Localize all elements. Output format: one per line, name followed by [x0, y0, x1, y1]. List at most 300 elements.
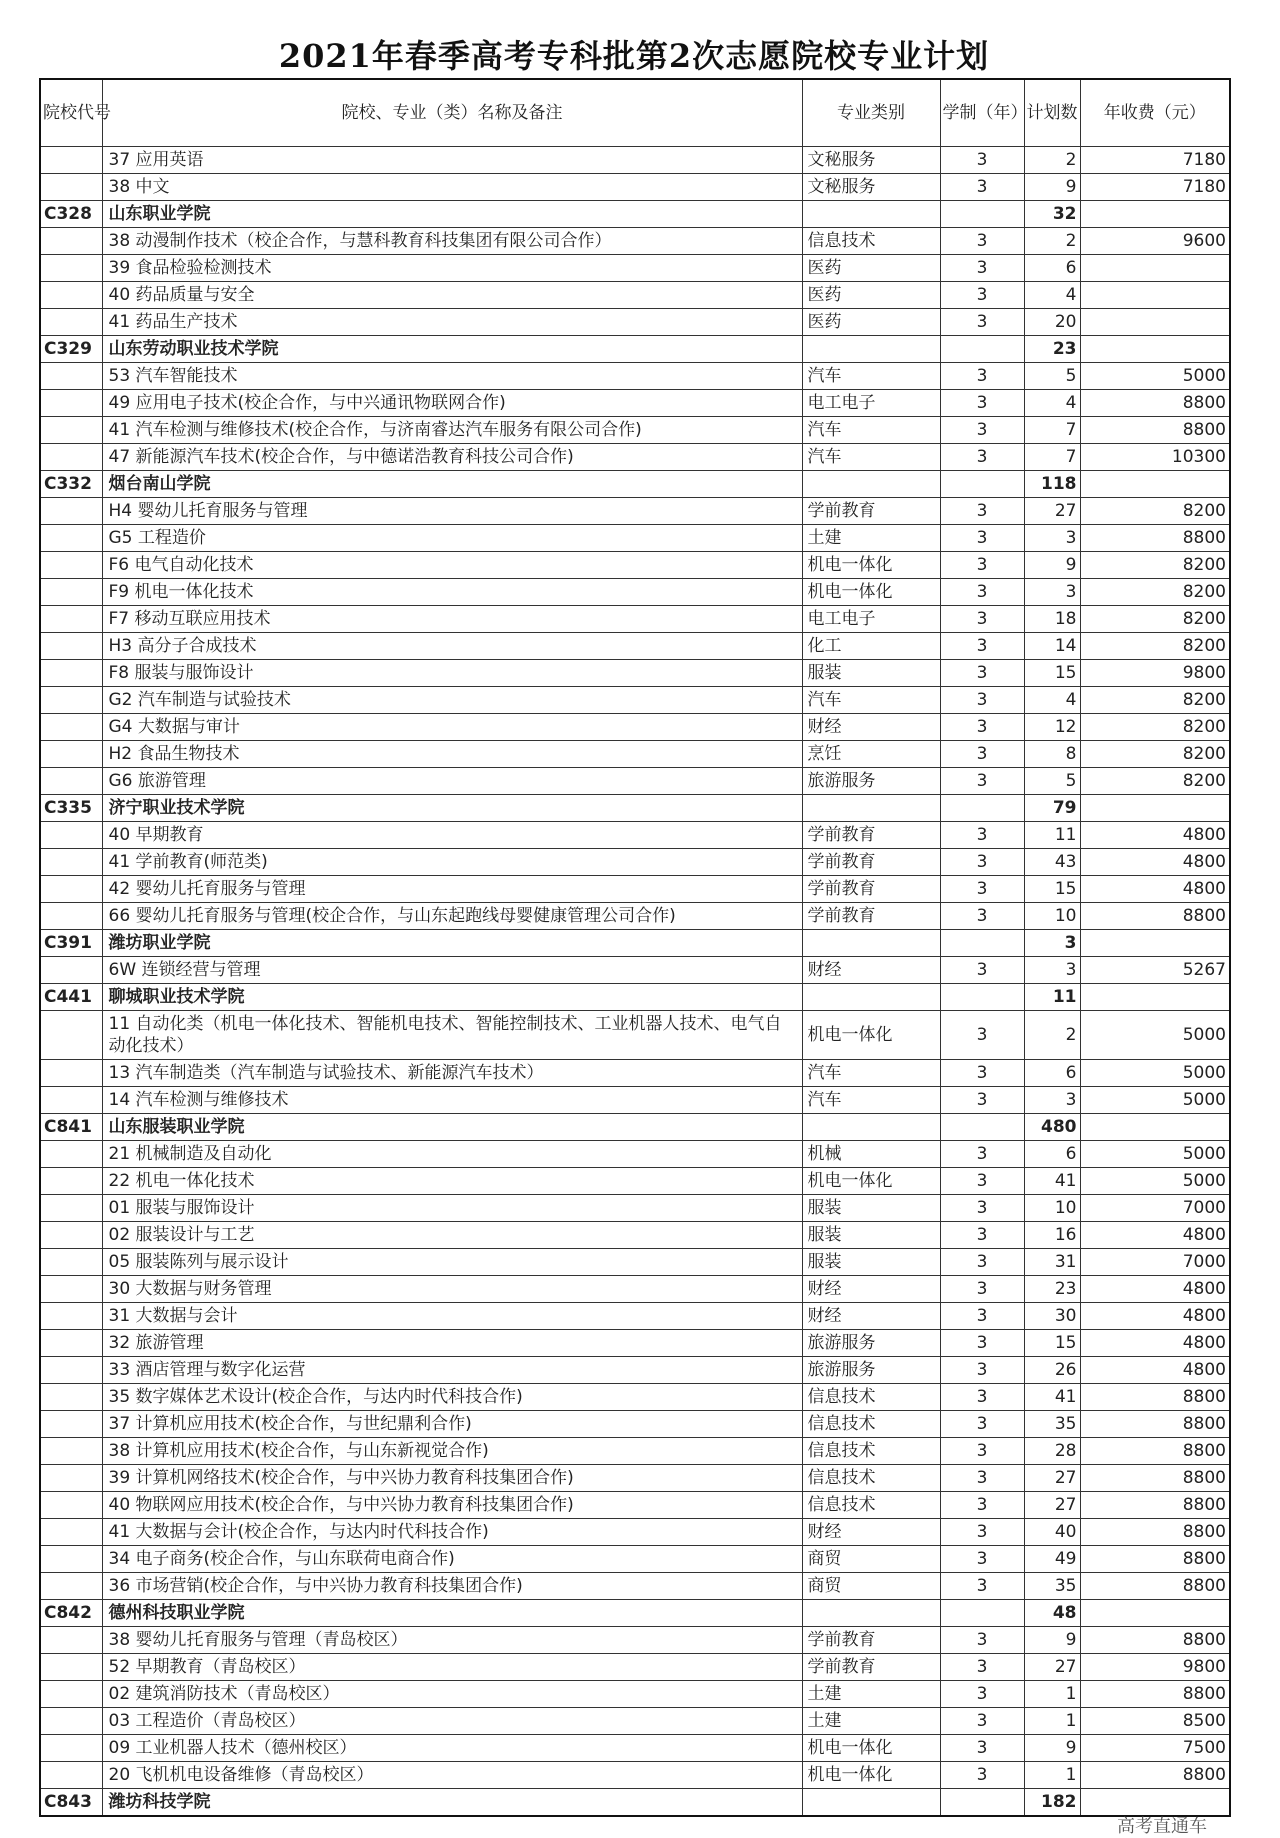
major-row	[40, 687, 1230, 714]
major-row	[40, 1681, 1230, 1708]
cell-years: 3	[940, 282, 1024, 309]
cell-school-code	[40, 849, 102, 876]
cell-plan: 11	[1024, 984, 1080, 1011]
major-row	[40, 633, 1230, 660]
cell-school-code	[40, 417, 102, 444]
major-row	[40, 309, 1230, 336]
cell-school-code	[40, 579, 102, 606]
cell-school-code	[40, 1708, 102, 1735]
cell-fee: 8200	[1080, 687, 1230, 714]
cell-name: 济宁职业技术学院	[102, 795, 802, 822]
cell-plan: 10	[1024, 903, 1080, 930]
cell-major-type: 文秘服务	[802, 174, 940, 201]
cell-name: 22 机电一体化技术	[102, 1168, 802, 1195]
cell-fee: 8200	[1080, 498, 1230, 525]
cell-years: 3	[940, 876, 1024, 903]
cell-name: 36 市场营销(校企合作，与中兴协力教育科技集团合作)	[102, 1573, 802, 1600]
school-row	[40, 201, 1230, 228]
cell-major-type: 信息技术	[802, 1438, 940, 1465]
cell-major-type	[802, 930, 940, 957]
cell-school-code: C332	[40, 471, 102, 498]
table-header-row	[40, 79, 1230, 147]
cell-school-code	[40, 1492, 102, 1519]
major-row	[40, 1519, 1230, 1546]
cell-school-code	[40, 444, 102, 471]
cell-name: 03 工程造价（青岛校区）	[102, 1708, 802, 1735]
cell-school-code	[40, 1546, 102, 1573]
cell-major-type: 财经	[802, 957, 940, 984]
cell-major-type: 文秘服务	[802, 147, 940, 174]
cell-plan: 6	[1024, 1060, 1080, 1087]
cell-plan: 8	[1024, 741, 1080, 768]
major-row	[40, 714, 1230, 741]
cell-plan: 4	[1024, 282, 1080, 309]
cell-years: 3	[940, 1735, 1024, 1762]
cell-fee: 4800	[1080, 1330, 1230, 1357]
cell-plan: 6	[1024, 255, 1080, 282]
cell-name: 20 飞机机电设备维修（青岛校区）	[102, 1762, 802, 1789]
cell-plan: 7	[1024, 444, 1080, 471]
cell-school-code: C841	[40, 1114, 102, 1141]
cell-years: 3	[940, 822, 1024, 849]
cell-fee: 5000	[1080, 1060, 1230, 1087]
cell-plan: 6	[1024, 1141, 1080, 1168]
cell-major-type: 财经	[802, 714, 940, 741]
cell-fee	[1080, 984, 1230, 1011]
cell-major-type: 土建	[802, 525, 940, 552]
cell-fee: 8200	[1080, 714, 1230, 741]
cell-fee: 5000	[1080, 1011, 1230, 1060]
cell-name: H2 食品生物技术	[102, 741, 802, 768]
cell-school-code: C842	[40, 1600, 102, 1627]
cell-years: 3	[940, 1708, 1024, 1735]
major-row	[40, 1141, 1230, 1168]
major-row	[40, 525, 1230, 552]
cell-plan: 15	[1024, 660, 1080, 687]
cell-name: H4 婴幼儿托育服务与管理	[102, 498, 802, 525]
cell-plan: 12	[1024, 714, 1080, 741]
cell-major-type	[802, 336, 940, 363]
cell-years: 3	[940, 417, 1024, 444]
cell-name: 14 汽车检测与维修技术	[102, 1087, 802, 1114]
cell-years: 3	[940, 444, 1024, 471]
cell-plan: 15	[1024, 1330, 1080, 1357]
cell-fee: 4800	[1080, 1303, 1230, 1330]
cell-plan: 3	[1024, 579, 1080, 606]
cell-major-type: 机电一体化	[802, 1168, 940, 1195]
cell-plan: 41	[1024, 1384, 1080, 1411]
cell-fee: 8800	[1080, 1519, 1230, 1546]
cell-years: 3	[940, 1249, 1024, 1276]
cell-school-code	[40, 687, 102, 714]
cell-fee: 4800	[1080, 822, 1230, 849]
cell-school-code	[40, 228, 102, 255]
cell-plan: 480	[1024, 1114, 1080, 1141]
school-row	[40, 984, 1230, 1011]
cell-name: 38 中文	[102, 174, 802, 201]
cell-school-code	[40, 174, 102, 201]
major-row	[40, 255, 1230, 282]
cell-name: 02 建筑消防技术（青岛校区）	[102, 1681, 802, 1708]
cell-years: 3	[940, 1762, 1024, 1789]
cell-years: 3	[940, 309, 1024, 336]
cell-fee: 8800	[1080, 1681, 1230, 1708]
cell-plan: 27	[1024, 1465, 1080, 1492]
cell-fee: 8800	[1080, 1438, 1230, 1465]
cell-plan: 11	[1024, 822, 1080, 849]
cell-major-type: 烹饪	[802, 741, 940, 768]
cell-fee	[1080, 795, 1230, 822]
cell-years	[940, 1600, 1024, 1627]
cell-years	[940, 795, 1024, 822]
cell-years: 3	[940, 1168, 1024, 1195]
major-row	[40, 1303, 1230, 1330]
cell-name: 40 物联网应用技术(校企合作，与中兴协力教育科技集团合作)	[102, 1492, 802, 1519]
major-row	[40, 1411, 1230, 1438]
cell-plan: 26	[1024, 1357, 1080, 1384]
cell-years: 3	[940, 1384, 1024, 1411]
cell-plan: 3	[1024, 525, 1080, 552]
cell-major-type: 旅游服务	[802, 1357, 940, 1384]
cell-plan: 1	[1024, 1708, 1080, 1735]
cell-fee: 5267	[1080, 957, 1230, 984]
cell-plan: 27	[1024, 1654, 1080, 1681]
cell-years: 3	[940, 228, 1024, 255]
cell-major-type	[802, 1114, 940, 1141]
cell-fee: 4800	[1080, 876, 1230, 903]
major-row	[40, 1627, 1230, 1654]
cell-plan: 14	[1024, 633, 1080, 660]
cell-years: 3	[940, 1060, 1024, 1087]
header-fee: 年收费（元）	[1080, 79, 1230, 147]
cell-fee: 5000	[1080, 1141, 1230, 1168]
cell-name: F8 服装与服饰设计	[102, 660, 802, 687]
cell-school-code	[40, 1168, 102, 1195]
cell-major-type: 化工	[802, 633, 940, 660]
cell-name: 37 应用英语	[102, 147, 802, 174]
school-row	[40, 1789, 1230, 1817]
cell-years: 3	[940, 147, 1024, 174]
major-row	[40, 1168, 1230, 1195]
cell-fee: 8200	[1080, 579, 1230, 606]
major-row	[40, 1011, 1230, 1060]
cell-major-type: 旅游服务	[802, 1330, 940, 1357]
cell-plan: 31	[1024, 1249, 1080, 1276]
cell-name: 52 早期教育（青岛校区）	[102, 1654, 802, 1681]
cell-plan: 20	[1024, 309, 1080, 336]
cell-school-code	[40, 1222, 102, 1249]
cell-plan: 16	[1024, 1222, 1080, 1249]
cell-plan: 2	[1024, 147, 1080, 174]
cell-major-type: 财经	[802, 1276, 940, 1303]
cell-major-type: 商贸	[802, 1573, 940, 1600]
cell-major-type: 电工电子	[802, 606, 940, 633]
cell-major-type: 医药	[802, 309, 940, 336]
cell-major-type	[802, 1789, 940, 1817]
cell-fee	[1080, 471, 1230, 498]
cell-years: 3	[940, 660, 1024, 687]
cell-major-type: 商贸	[802, 1546, 940, 1573]
cell-years	[940, 1114, 1024, 1141]
cell-school-code	[40, 363, 102, 390]
cell-name: 38 婴幼儿托育服务与管理（青岛校区）	[102, 1627, 802, 1654]
cell-years: 3	[940, 1222, 1024, 1249]
cell-name: 山东劳动职业技术学院	[102, 336, 802, 363]
cell-major-type: 信息技术	[802, 1411, 940, 1438]
cell-years: 3	[940, 1492, 1024, 1519]
cell-name: 66 婴幼儿托育服务与管理(校企合作，与山东起跑线母婴健康管理公司合作)	[102, 903, 802, 930]
cell-school-code	[40, 1357, 102, 1384]
cell-fee: 10300	[1080, 444, 1230, 471]
major-row	[40, 606, 1230, 633]
cell-fee: 8800	[1080, 1546, 1230, 1573]
header-type: 专业类别	[802, 79, 940, 147]
watermark: 高考直通车	[1117, 1816, 1207, 1837]
cell-years: 3	[940, 1303, 1024, 1330]
cell-school-code	[40, 147, 102, 174]
cell-school-code	[40, 1087, 102, 1114]
cell-fee: 7180	[1080, 174, 1230, 201]
cell-name: 34 电子商务(校企合作，与山东联荷电商合作)	[102, 1546, 802, 1573]
major-row	[40, 552, 1230, 579]
cell-major-type: 信息技术	[802, 228, 940, 255]
school-row	[40, 1114, 1230, 1141]
cell-name: G5 工程造价	[102, 525, 802, 552]
cell-years: 3	[940, 1141, 1024, 1168]
cell-school-code	[40, 1465, 102, 1492]
cell-years: 3	[940, 714, 1024, 741]
cell-fee: 8200	[1080, 633, 1230, 660]
cell-fee	[1080, 930, 1230, 957]
school-row	[40, 471, 1230, 498]
cell-fee: 8800	[1080, 1384, 1230, 1411]
cell-fee: 8500	[1080, 1708, 1230, 1735]
cell-plan: 182	[1024, 1789, 1080, 1817]
cell-plan: 5	[1024, 363, 1080, 390]
header-name: 院校、专业（类）名称及备注	[102, 79, 802, 147]
cell-fee	[1080, 336, 1230, 363]
cell-fee: 7000	[1080, 1249, 1230, 1276]
cell-fee: 5000	[1080, 363, 1230, 390]
cell-plan: 43	[1024, 849, 1080, 876]
cell-plan: 9	[1024, 552, 1080, 579]
cell-school-code	[40, 714, 102, 741]
cell-fee: 8200	[1080, 768, 1230, 795]
major-row	[40, 876, 1230, 903]
cell-fee: 9800	[1080, 1654, 1230, 1681]
cell-school-code	[40, 1060, 102, 1087]
cell-major-type: 服装	[802, 1195, 940, 1222]
major-row	[40, 1762, 1230, 1789]
cell-school-code	[40, 1249, 102, 1276]
cell-fee: 8800	[1080, 525, 1230, 552]
cell-years	[940, 336, 1024, 363]
cell-fee	[1080, 309, 1230, 336]
cell-school-code	[40, 1762, 102, 1789]
cell-major-type	[802, 984, 940, 1011]
cell-major-type: 土建	[802, 1681, 940, 1708]
plan-table	[39, 78, 1231, 1817]
cell-name: 潍坊科技学院	[102, 1789, 802, 1817]
cell-school-code	[40, 1654, 102, 1681]
cell-years: 3	[940, 633, 1024, 660]
cell-major-type	[802, 1600, 940, 1627]
cell-major-type: 学前教育	[802, 849, 940, 876]
cell-name: 潍坊职业学院	[102, 930, 802, 957]
major-row	[40, 1708, 1230, 1735]
cell-fee: 5000	[1080, 1168, 1230, 1195]
cell-fee: 8800	[1080, 1411, 1230, 1438]
cell-school-code	[40, 1303, 102, 1330]
document-page	[39, 34, 1229, 1837]
cell-plan: 27	[1024, 498, 1080, 525]
cell-fee: 8800	[1080, 1762, 1230, 1789]
cell-name: 39 食品检验检测技术	[102, 255, 802, 282]
major-row	[40, 1654, 1230, 1681]
cell-school-code	[40, 741, 102, 768]
cell-plan: 49	[1024, 1546, 1080, 1573]
cell-major-type: 学前教育	[802, 876, 940, 903]
major-row	[40, 1195, 1230, 1222]
cell-name: H3 高分子合成技术	[102, 633, 802, 660]
cell-fee	[1080, 1114, 1230, 1141]
cell-plan: 23	[1024, 336, 1080, 363]
cell-years: 3	[940, 552, 1024, 579]
cell-years: 3	[940, 1276, 1024, 1303]
cell-plan: 28	[1024, 1438, 1080, 1465]
cell-plan: 35	[1024, 1573, 1080, 1600]
cell-years	[940, 930, 1024, 957]
cell-major-type: 汽车	[802, 363, 940, 390]
header-code: 院校代号	[40, 79, 102, 147]
cell-major-type: 服装	[802, 1249, 940, 1276]
cell-name: 33 酒店管理与数字化运营	[102, 1357, 802, 1384]
major-row	[40, 1384, 1230, 1411]
cell-school-code	[40, 390, 102, 417]
major-row	[40, 1573, 1230, 1600]
cell-years: 3	[940, 1411, 1024, 1438]
cell-name: G6 旅游管理	[102, 768, 802, 795]
cell-years: 3	[940, 1465, 1024, 1492]
cell-fee: 7500	[1080, 1735, 1230, 1762]
cell-years: 3	[940, 1654, 1024, 1681]
cell-name: 49 应用电子技术(校企合作，与中兴通讯物联网合作)	[102, 390, 802, 417]
school-row	[40, 1600, 1230, 1627]
cell-name: 01 服装与服饰设计	[102, 1195, 802, 1222]
cell-major-type	[802, 795, 940, 822]
cell-school-code	[40, 1681, 102, 1708]
cell-name: 德州科技职业学院	[102, 1600, 802, 1627]
cell-plan: 27	[1024, 1492, 1080, 1519]
cell-plan: 4	[1024, 687, 1080, 714]
cell-major-type: 机械	[802, 1141, 940, 1168]
cell-plan: 4	[1024, 390, 1080, 417]
cell-name: 40 药品质量与安全	[102, 282, 802, 309]
major-row	[40, 1276, 1230, 1303]
cell-school-code	[40, 1627, 102, 1654]
cell-name: 38 动漫制作技术（校企合作，与慧科教育科技集团有限公司合作）	[102, 228, 802, 255]
cell-major-type	[802, 471, 940, 498]
cell-fee: 7180	[1080, 147, 1230, 174]
cell-years: 3	[940, 768, 1024, 795]
cell-years: 3	[940, 498, 1024, 525]
cell-major-type: 信息技术	[802, 1492, 940, 1519]
cell-years: 3	[940, 1330, 1024, 1357]
cell-years: 3	[940, 957, 1024, 984]
cell-major-type: 财经	[802, 1519, 940, 1546]
cell-name: 聊城职业技术学院	[102, 984, 802, 1011]
cell-name: 32 旅游管理	[102, 1330, 802, 1357]
cell-school-code	[40, 282, 102, 309]
cell-years: 3	[940, 363, 1024, 390]
major-row	[40, 1060, 1230, 1087]
major-row	[40, 417, 1230, 444]
cell-fee: 4800	[1080, 849, 1230, 876]
major-row	[40, 741, 1230, 768]
cell-plan: 3	[1024, 957, 1080, 984]
cell-years: 3	[940, 606, 1024, 633]
cell-major-type: 汽车	[802, 1087, 940, 1114]
cell-years: 3	[940, 1546, 1024, 1573]
cell-years	[940, 1789, 1024, 1817]
cell-name: 30 大数据与财务管理	[102, 1276, 802, 1303]
cell-plan: 10	[1024, 1195, 1080, 1222]
cell-major-type: 汽车	[802, 1060, 940, 1087]
cell-name: F6 电气自动化技术	[102, 552, 802, 579]
major-row	[40, 1465, 1230, 1492]
cell-name: 37 计算机应用技术(校企合作，与世纪鼎利合作)	[102, 1411, 802, 1438]
cell-school-code	[40, 768, 102, 795]
cell-plan: 7	[1024, 417, 1080, 444]
cell-school-code	[40, 1411, 102, 1438]
major-row	[40, 822, 1230, 849]
major-row	[40, 660, 1230, 687]
cell-plan: 40	[1024, 1519, 1080, 1546]
cell-major-type	[802, 201, 940, 228]
major-row	[40, 498, 1230, 525]
cell-fee	[1080, 201, 1230, 228]
cell-major-type: 财经	[802, 1303, 940, 1330]
cell-school-code	[40, 633, 102, 660]
cell-fee: 8800	[1080, 1492, 1230, 1519]
cell-school-code	[40, 552, 102, 579]
cell-plan: 118	[1024, 471, 1080, 498]
cell-years: 3	[940, 1087, 1024, 1114]
cell-fee: 7000	[1080, 1195, 1230, 1222]
major-row	[40, 1546, 1230, 1573]
cell-years: 3	[940, 1627, 1024, 1654]
cell-plan: 9	[1024, 174, 1080, 201]
cell-years: 3	[940, 849, 1024, 876]
cell-plan: 41	[1024, 1168, 1080, 1195]
cell-major-type: 学前教育	[802, 903, 940, 930]
cell-major-type: 学前教育	[802, 1627, 940, 1654]
cell-plan: 32	[1024, 201, 1080, 228]
cell-major-type: 机电一体化	[802, 552, 940, 579]
major-row	[40, 1438, 1230, 1465]
cell-school-code	[40, 1141, 102, 1168]
cell-major-type: 学前教育	[802, 822, 940, 849]
school-row	[40, 930, 1230, 957]
document-title: 2021年春季高考专科批第2次志愿院校专业计划	[278, 37, 990, 75]
cell-school-code	[40, 1011, 102, 1060]
major-row	[40, 1222, 1230, 1249]
major-row	[40, 363, 1230, 390]
cell-name: 山东服装职业学院	[102, 1114, 802, 1141]
cell-plan: 1	[1024, 1762, 1080, 1789]
cell-fee: 9600	[1080, 228, 1230, 255]
cell-school-code	[40, 822, 102, 849]
